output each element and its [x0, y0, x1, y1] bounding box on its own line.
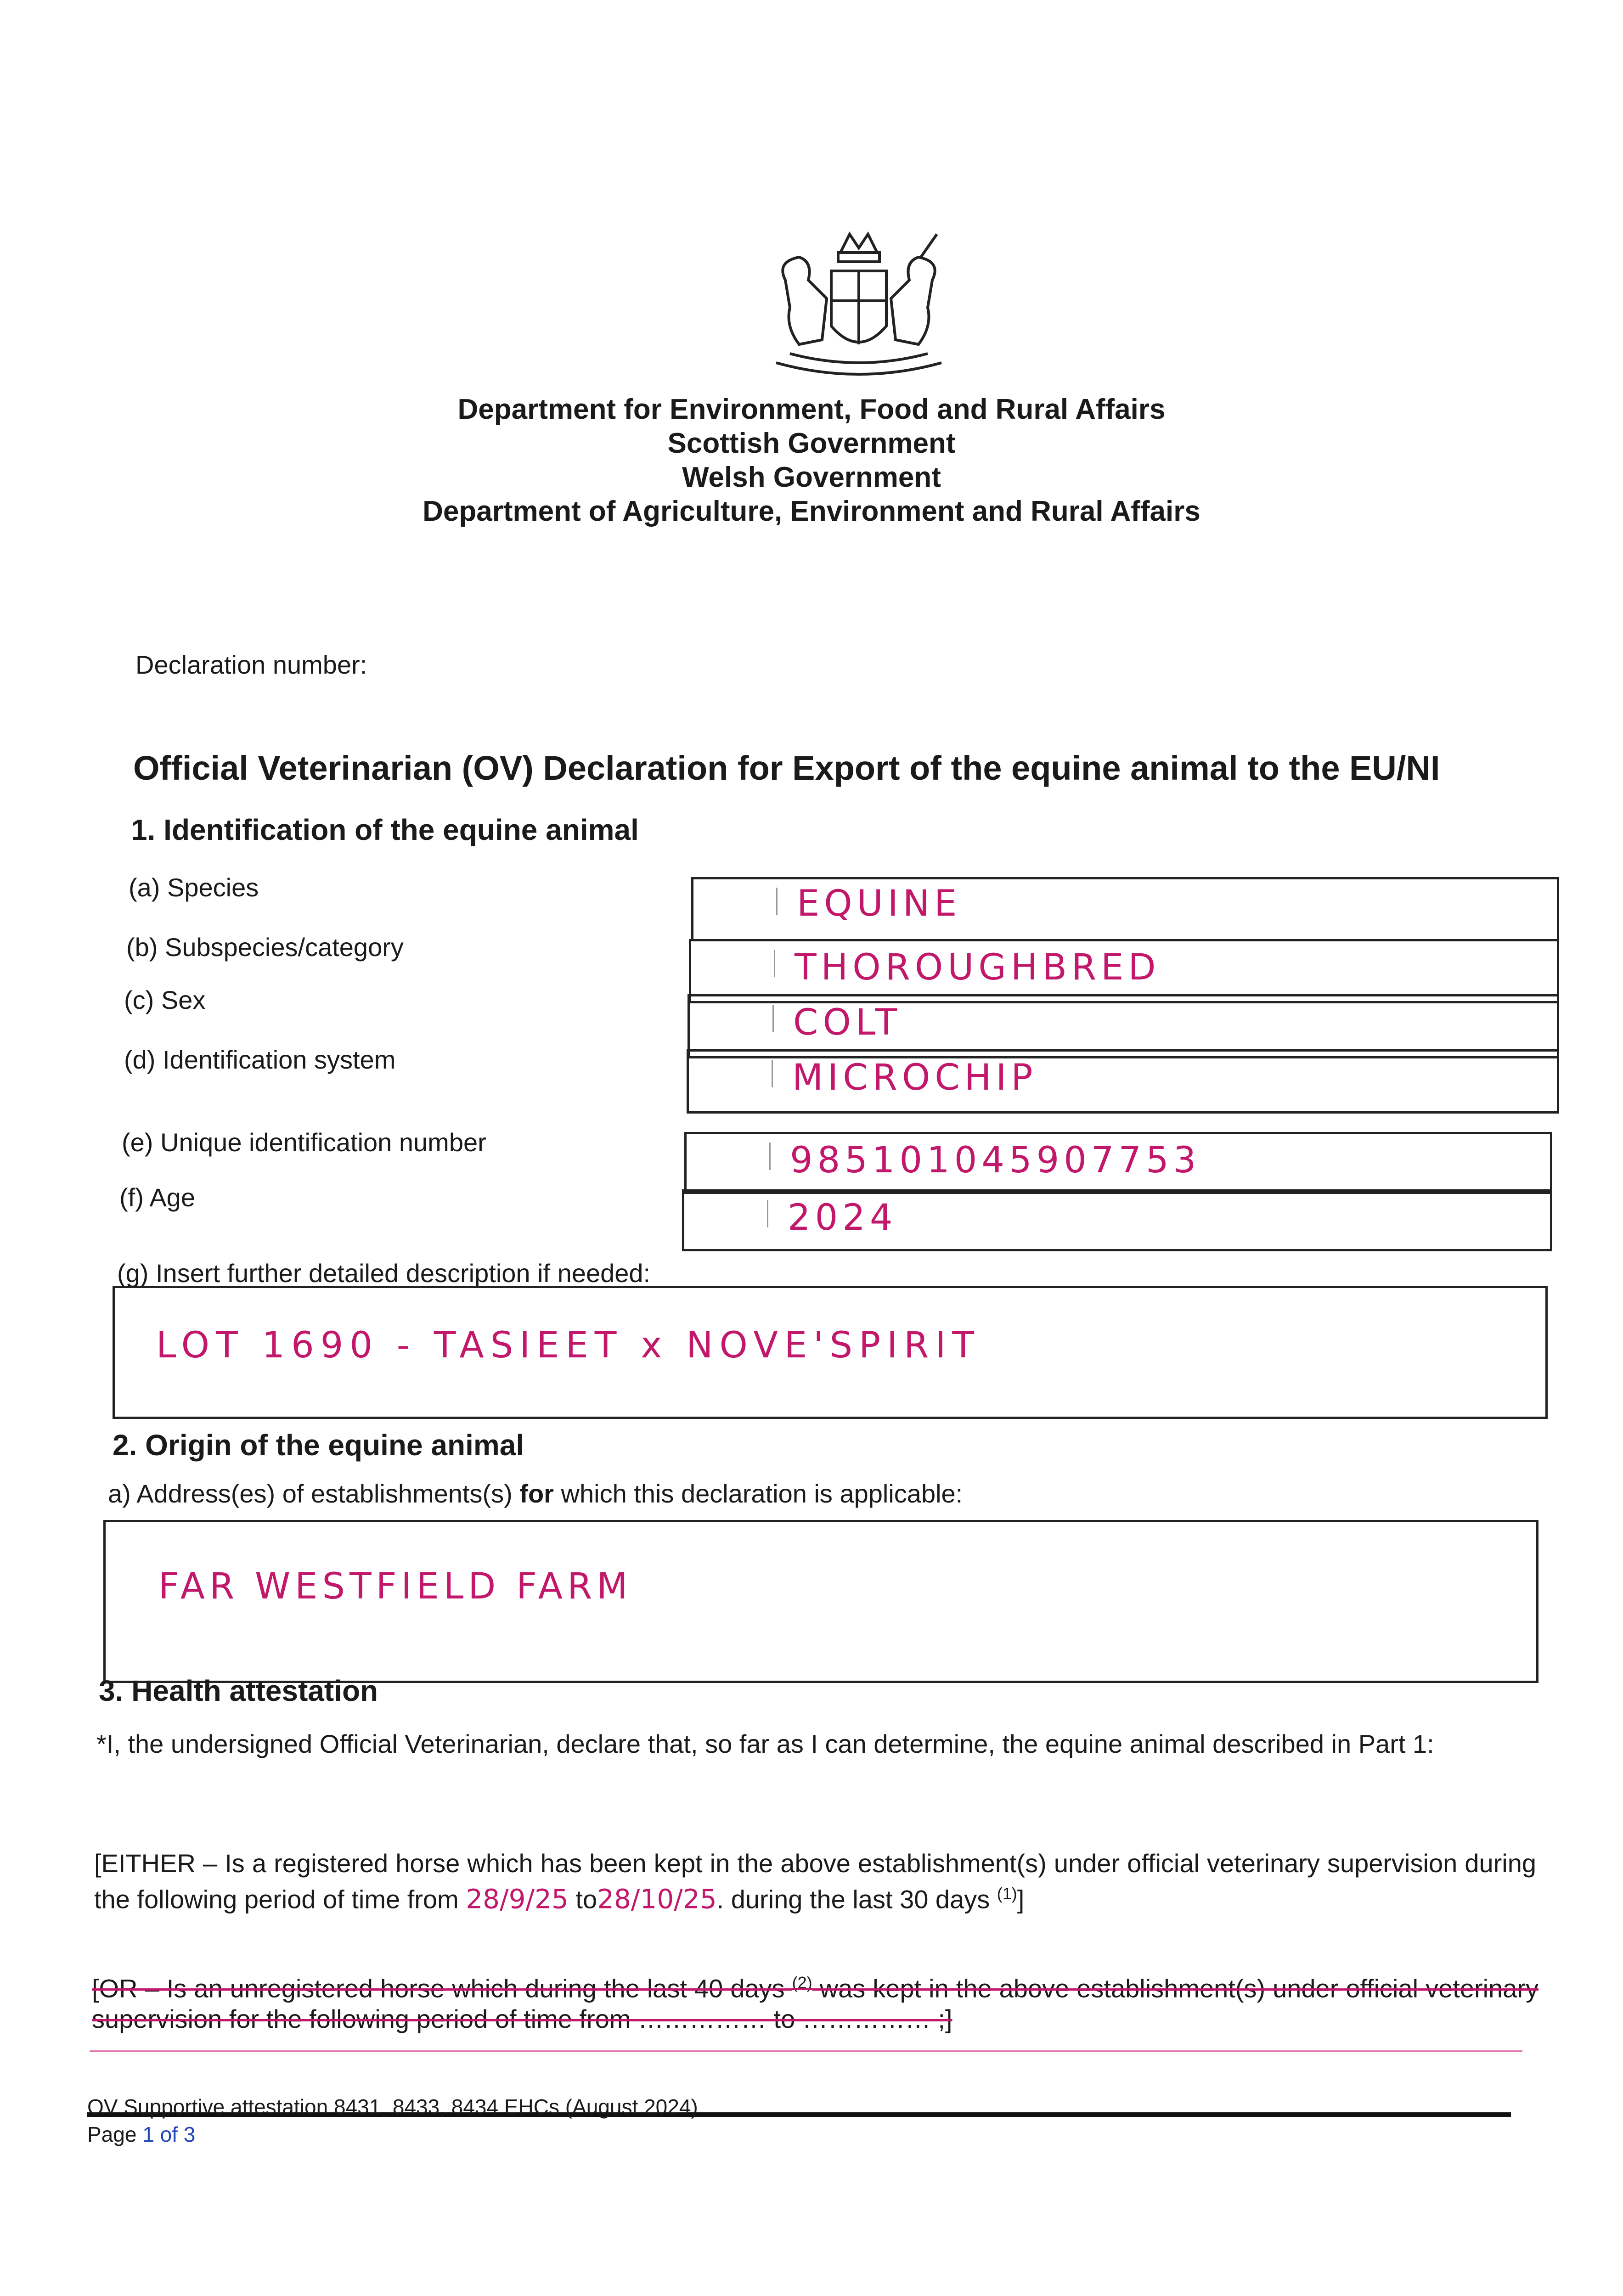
- subspecies-field[interactable]: [689, 939, 1559, 1003]
- or-clause-struck-out: [OR – Is an unregistered horse which during the last 40 days $^{(2)}$ was kept in the above establishment(s) under official veterinary supervision for the following period of time from …………… to …………… ;]: [92, 1973, 1538, 2033]
- age-value: 2024: [788, 1197, 897, 1238]
- dept-daera: Department of Agriculture, Environment and Rural Affairs: [423, 495, 1200, 527]
- uid-field[interactable]: [684, 1132, 1552, 1194]
- sex-label: (c) Sex: [124, 985, 206, 1014]
- species-value: EQUINE: [797, 883, 962, 924]
- description-field[interactable]: [113, 1286, 1548, 1419]
- dept-welsh-government: Welsh Government: [682, 461, 941, 493]
- dept-scottish-government: Scottish Government: [667, 428, 956, 459]
- subspecies-label: (b) Subspecies/category: [126, 933, 404, 962]
- address-field[interactable]: [103, 1520, 1538, 1683]
- age-field[interactable]: [682, 1189, 1552, 1251]
- footer-attestation: OV Supportive attestation 8431, 8433, 8434 EHCs (August 2024): [87, 2095, 698, 2119]
- species-field[interactable]: [691, 877, 1559, 941]
- id-system-field[interactable]: [687, 1049, 1559, 1114]
- health-intro: *I, the undersigned Official Veterinarian, declare that, so far as I can determine, the equine animal described in Part 1:: [96, 1729, 1434, 1758]
- declaration-number-label: Declaration number:: [135, 650, 367, 679]
- section2-heading: 2. Origin of the equine animal: [113, 1429, 524, 1462]
- subspecies-value: THOROUGHBRED: [795, 947, 1161, 988]
- id-system-label: (d) Identification system: [124, 1045, 396, 1074]
- description-value: LOT 1690 - TASIEET x NOVE'SPIRIT: [156, 1325, 981, 1366]
- footer-page-number: Page 1 of 3: [87, 2122, 196, 2146]
- species-label: (a) Species: [129, 873, 259, 902]
- age-label: (f) Age: [119, 1183, 195, 1212]
- description-label: (g) Insert further detailed description if needed:: [117, 1259, 651, 1288]
- address-label: a) Address(es) of establishments(s) for which this declaration is applicable:: [108, 1479, 963, 1508]
- sex-field[interactable]: [688, 994, 1559, 1058]
- royal-coat-of-arms-crest: [758, 225, 960, 386]
- sex-value: COLT: [793, 1002, 902, 1043]
- either-clause: [EITHER – Is a registered horse which has been kept in the above establishment(s) under official veterinary supervision during the following period of time from 28/9/25 to28/10/25. during the last 30 days $^{(1)}$]: [94, 1849, 1536, 1915]
- uid-label: (e) Unique identification number: [122, 1128, 486, 1157]
- section3-heading: 3. Health attestation: [99, 1674, 378, 1707]
- document-title: Official Veterinarian (OV) Declaration for Export of the equine animal to the EU/NI: [133, 749, 1440, 787]
- either-to-date: 28/10/25: [597, 1883, 717, 1915]
- address-value: FAR WESTFIELD FARM: [158, 1566, 632, 1607]
- id-system-value: MICROCHIP: [792, 1057, 1037, 1098]
- pink-strike-underline: [90, 2050, 1522, 2052]
- section1-heading: 1. Identification of the equine animal: [131, 813, 639, 846]
- either-from-date: 28/9/25: [466, 1883, 569, 1915]
- dept-defra: Department for Environment, Food and Rural Affairs: [457, 394, 1166, 425]
- uid-value: 985101045907753: [790, 1140, 1201, 1181]
